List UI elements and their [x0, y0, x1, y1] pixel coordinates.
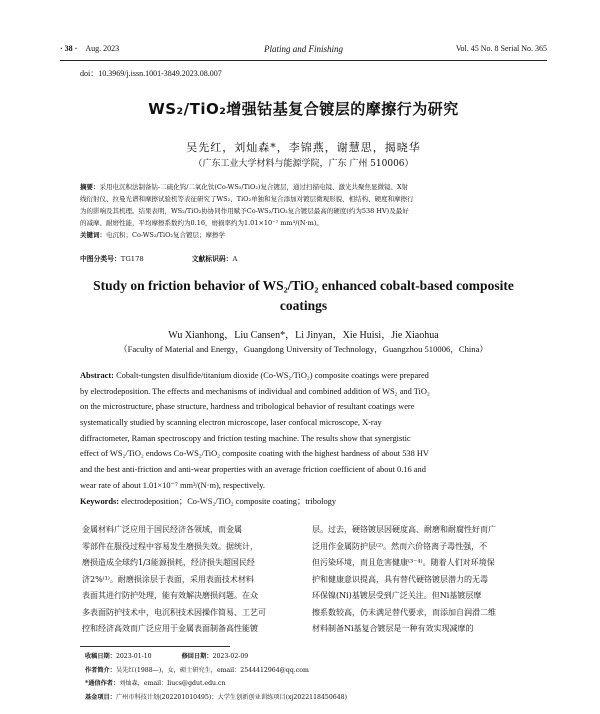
english-title-line: coatings	[279, 298, 328, 313]
clc-label: 中图分类号：	[80, 255, 121, 263]
body-line: 济2%⁽¹⁾。耐磨损涂层于表面，采用表面技术材料	[82, 574, 254, 584]
chinese-title: WS₂/TiO₂增强钴基复合镀层的摩擦行为研究	[148, 100, 459, 118]
issue-date: Aug. 2023	[85, 44, 120, 53]
doc-code-label: 文献标识码：	[191, 255, 233, 263]
first-author-label: 作者简介：	[85, 666, 116, 674]
english-abstract-line: and the best anti-friction and anti-wear properties with an average friction coefficient of about 0.16 and	[80, 465, 426, 475]
chinese-keywords: 关键词：电沉积；Co-WS₂/TiO₂复合镀层；摩擦学	[80, 231, 226, 239]
english-abstract-line: by electrodeposition. The effects and mechanisms of individual and combined addition of WS₂ and TiO₂	[80, 386, 430, 396]
header-rule	[60, 60, 547, 61]
chinese-abstract-line: 为的影响及其机理。结果表明，WS₂/TiO₂协协同作用赋予Co-WS₂/TiO₂复合镀层最高的硬度(约为538 HV)及最好	[80, 207, 409, 215]
doi[interactable]: doi：10.3969/j.issn.1001-3849.2023.08.007	[80, 69, 222, 78]
body-line: 控和经济高效而广泛应用于金属表面制备高性能镀	[82, 624, 258, 633]
english-abstract-line: wear rate of about 1.01×10⁻⁷ mm³/(N·m), respectively.	[80, 480, 265, 490]
english-abstract	[80, 368, 552, 509]
english-authors: Wu Xianhong，Liu Cansen*，Li Jinyan，Xie Huisi，Jie Xiaohua	[168, 330, 439, 341]
volume-info: Vol. 45 No. 8 Serial No. 365	[455, 44, 547, 53]
page-number: · 38 ·	[60, 44, 78, 53]
footnote-fund: 基金项目：广州市科技计划(202201010495)；大学生创新创业训练项目(xj2022118450648)	[85, 693, 347, 701]
english-abstract-line: systematically studied by scanning electron microscope, laser confocal microscope, X-ray	[80, 418, 382, 428]
received-label: 收稿日期：	[85, 653, 116, 660]
english-title	[60, 276, 547, 316]
english-abstract-line: effect of WS₂/TiO₂ endows Co-WS₂/TiO₂ composite coating with the highest hardness of about 538 HV	[80, 449, 429, 459]
body-line: 擦系数较高，仍未满足替代要求，而添加自润滑二维	[312, 607, 496, 617]
english-abstract-line: on the microstructure, phase structure, hardness and tribological behavior of resultant coatings were	[80, 402, 415, 412]
body-line: 环保镍(Ni)基镀层受到广泛关注。但Ni基镀层摩	[312, 591, 482, 600]
chinese-keywords-label: 关键词：	[80, 231, 106, 239]
fund-label: 基金项目：	[85, 693, 116, 701]
english-affiliation: （Faculty of Material and Energy，Guangdong University of Technology，Guangzhou 510006，China）	[118, 344, 489, 354]
body-line: 但污染环境，而且危害健康⁽³⁻⁴⁾。随着人们对环境保	[312, 558, 495, 567]
english-abstract-line: Abstract: Cobalt-tungsten disulfide/titanium dioxide (Co-WS₂/TiO₂) composite coatings were prepared	[80, 371, 429, 380]
footnote-corresponding: *通信作者：刘灿森，email：liucs@gdut.edu.cn	[85, 680, 226, 687]
body-line: 层。过去，硬铬镀层因硬度高、耐磨和耐腐性好而广	[312, 525, 496, 534]
body-column-left	[82, 522, 300, 638]
english-abstract-line: diffractometer, Raman spectroscopy and friction testing machine. The results show that synergistic	[80, 433, 411, 443]
received-date: 2023-01-10	[115, 653, 152, 660]
revised-date: 2023-02-09	[212, 653, 249, 660]
chinese-abstract-line: 摘要：采用电沉积法制备钴-二硫化钨/二氧化钛(Co-WS₂/TiO₂)复合镀层，通过扫描电镜、激光共聚焦显微镜、X射	[80, 183, 409, 191]
chinese-abstract	[80, 181, 550, 241]
chinese-authors: 吴先红，刘灿森*，李锦燕，谢慧思，揭晓华	[186, 141, 421, 154]
body-line: 磨损造成全球约1/3能源损耗，经济损失超国民经	[82, 558, 255, 567]
doc-code: A	[232, 255, 238, 263]
footnotes	[85, 650, 347, 704]
revised-label: 修回日期：	[181, 653, 213, 660]
body-line: 多表面防护技术中，电沉积技术因操作简易、工艺可	[82, 607, 266, 617]
english-abstract-label: Abstract:	[80, 371, 114, 380]
english-keywords-label: Keywords:	[80, 496, 120, 506]
chinese-affiliation: （广东工业大学材料与能源学院，广东 广州 510006）	[193, 159, 414, 169]
corresponding-label: *通信作者：	[85, 680, 120, 687]
body-line: 金属材料广泛应用于国民经济各领域，而金属	[82, 525, 242, 534]
chinese-abstract-line: 的减摩、耐磨性能，平均摩擦系数约为0.16，磨损率约为1.01×10⁻⁷ mm³/(N·m)。	[80, 219, 323, 227]
body-line: 材料制备Ni基复合镀层是一种有效实现减摩的	[312, 624, 474, 633]
chinese-abstract-label: 摘要：	[80, 183, 100, 191]
clc-number: TG178	[120, 255, 144, 263]
body-line: 泛用作金属防护层⁽²⁾。然而六价铬离子毒性强，不	[312, 541, 488, 551]
footnote-dates	[85, 650, 347, 664]
classification-line	[80, 253, 237, 263]
body-line: 零部件在服役过程中容易发生磨损失效。据统计，	[82, 541, 258, 551]
english-keywords: Keywords: electrodeposition；Co-WS₂/TiO₂ composite coating；tribology	[80, 496, 337, 506]
english-title-line: Study on friction behavior of WS₂/TiO₂ enhanced cobalt-based composite	[93, 278, 514, 293]
footnote-rule	[80, 646, 230, 647]
running-header	[60, 44, 547, 58]
journal-name: Plating and Finishing	[263, 44, 343, 54]
footnote-first-author: 作者简介：吴先红(1988—)，女，硕士研究生，email：2544412964@qq.com	[85, 666, 309, 674]
body-line: 护和健康意识提高，具有替代硬铬镀层潜力的无毒	[312, 574, 488, 584]
chinese-abstract-line: 线衍射仪、拉曼光谱和摩擦试验机等表征研究了WS₂、TiO₂单独和复合添加对镀层微观形貌、相结构、硬度和摩擦行	[80, 195, 414, 203]
body-line: 表面其进行防护处理，能有效解决磨损问题。在众	[82, 591, 258, 600]
body-column-right	[312, 522, 546, 638]
